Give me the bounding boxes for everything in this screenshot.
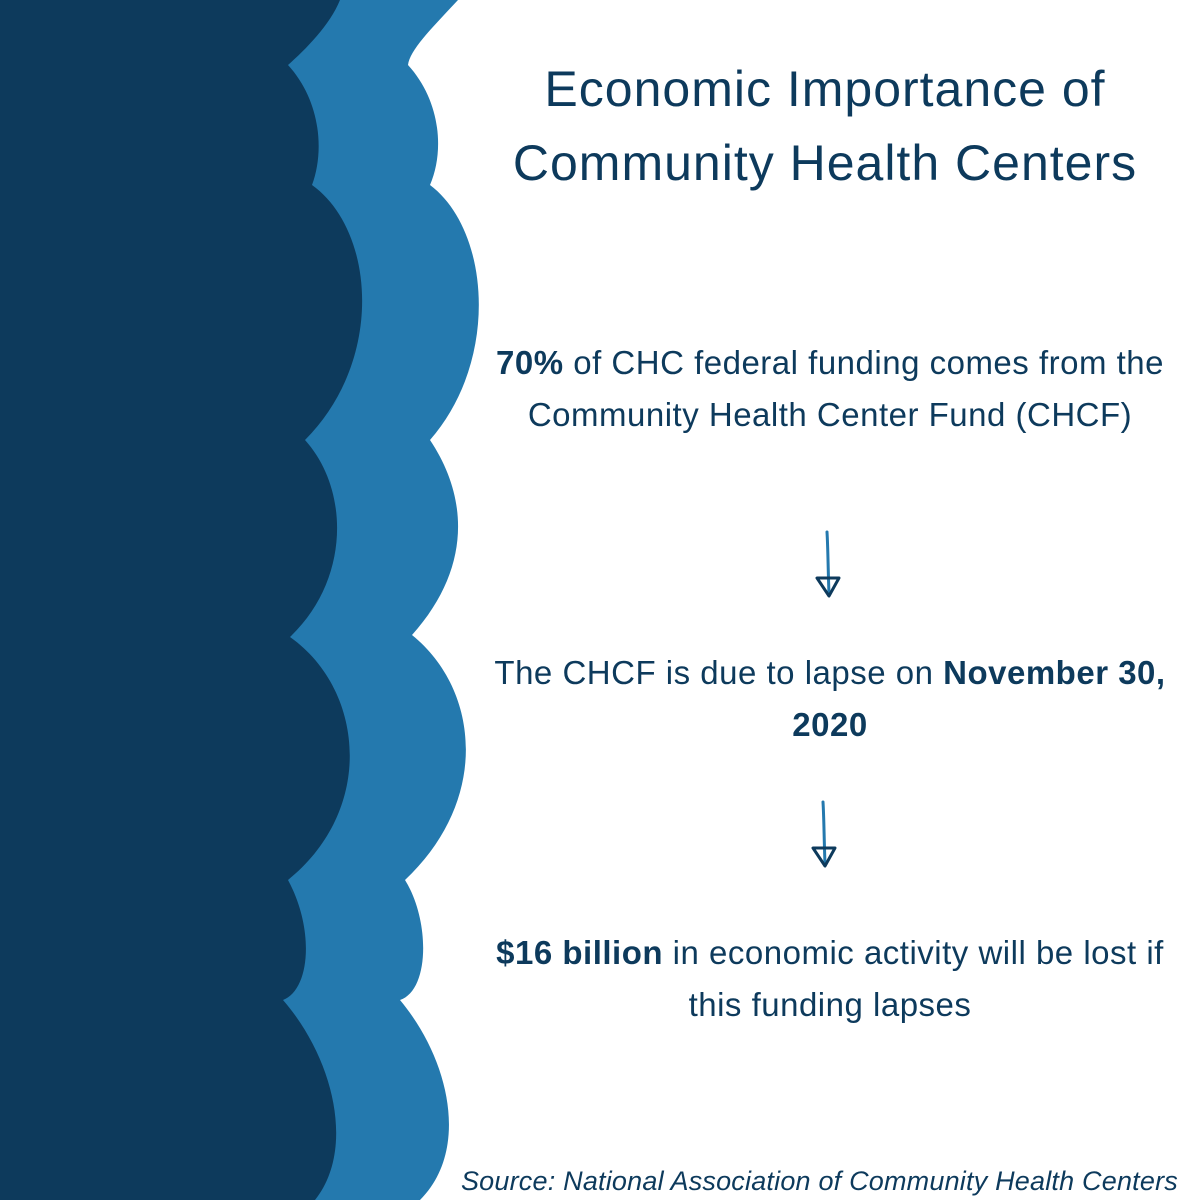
down-arrow-icon (804, 798, 844, 878)
title-line-2: Community Health Centers (512, 135, 1138, 191)
down-arrow-icon (808, 528, 848, 608)
fact-funding-share (480, 337, 1180, 441)
fact-funding-share-text: of CHC federal funding comes from the Community Health Center Fund (CHCF) (527, 344, 1164, 433)
fact-funding-share-highlight: 70% (496, 344, 564, 381)
fact-economic-loss (480, 927, 1180, 1031)
fact-lapse-date-highlight: November 30, 2020 (792, 654, 1166, 743)
page-title (470, 52, 1180, 200)
title-line-1: Economic Importance of (544, 61, 1106, 117)
fact-lapse-date-text: The CHCF is due to lapse on (494, 654, 944, 691)
fact-lapse-date (480, 647, 1180, 751)
fact-economic-loss-highlight: $16 billion (496, 934, 664, 971)
source-citation: Source: National Association of Community Health Centers (460, 1166, 1178, 1196)
main-content (470, 0, 1180, 1200)
fact-economic-loss-text: in economic activity will be lost if this funding lapses (663, 934, 1164, 1023)
